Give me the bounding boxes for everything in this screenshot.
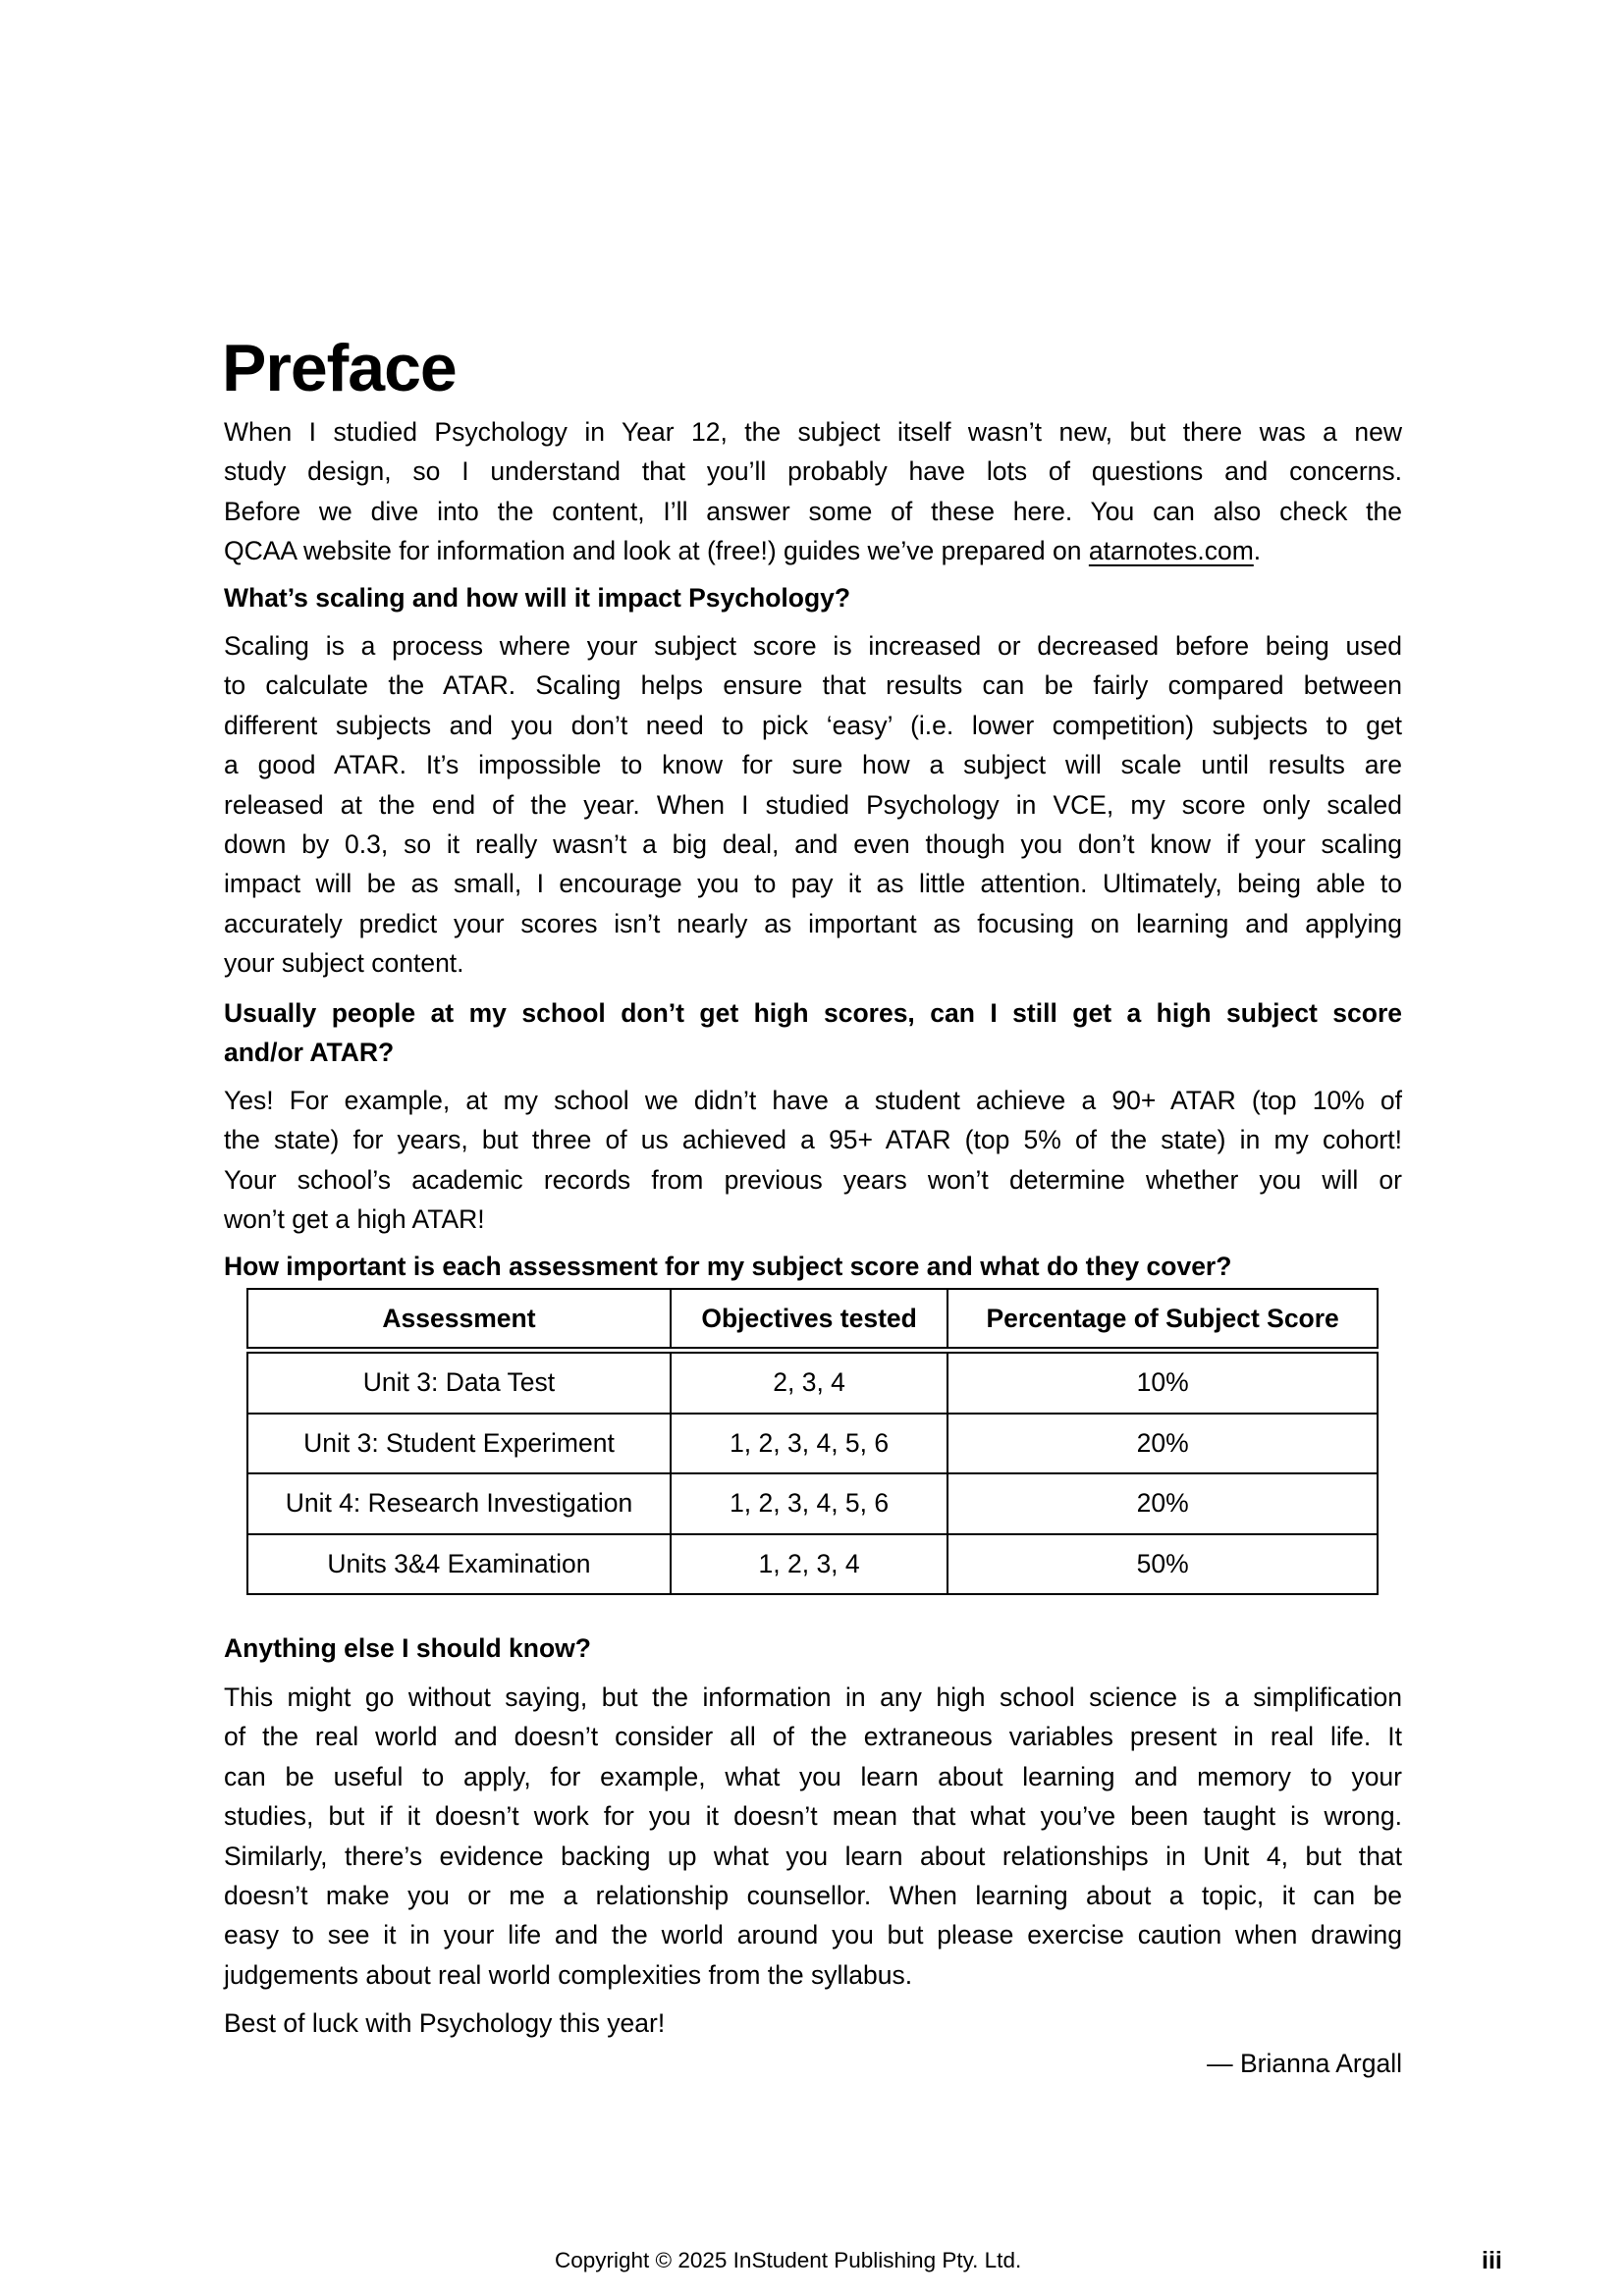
- text-line: of the real world and doesn’t consider all of the extraneous variables present in real life. It: [224, 1722, 1402, 1752]
- cell-percentage: 20%: [947, 1473, 1378, 1534]
- cell-percentage: 20%: [947, 1414, 1378, 1474]
- closing-paragraph: [224, 2003, 1402, 2043]
- cell-assessment: Units 3&4 Examination: [247, 1534, 671, 1595]
- cell-percentage: 50%: [947, 1534, 1378, 1595]
- page-title: Preface: [222, 331, 457, 405]
- table-row: [247, 1473, 1378, 1534]
- column-header-percentage: Percentage of Subject Score: [947, 1289, 1378, 1348]
- column-header-objectives: Objectives tested: [671, 1289, 947, 1348]
- text-line: released at the end of the year. When I studied Psychology in VCE, my score only scaled: [224, 789, 1402, 820]
- text-line: Similarly, there’s evidence backing up what you learn about relationships in Unit 4, but that: [224, 1841, 1402, 1871]
- text-line: Scaling is a process where your subject score is increased or decreased before being used: [224, 631, 1402, 661]
- anything-else-paragraph: [224, 1678, 1402, 1995]
- section-anything-else: [224, 1629, 1402, 1668]
- text-line: can be useful to apply, for example, what you learn about learning and memory to your: [224, 1761, 1402, 1791]
- assessment-table: [246, 1288, 1379, 1595]
- high-scores-paragraph: [224, 1081, 1402, 1240]
- section-heading: How important is each assessment for my subject score and what do they cover?: [224, 1252, 1232, 1281]
- text-line: your subject content.: [224, 948, 464, 979]
- cell-objectives: 1, 2, 3, 4: [671, 1534, 947, 1595]
- closing-line: Best of luck with Psychology this year!: [224, 2008, 666, 2038]
- section-heading: Anything else I should know?: [224, 1633, 591, 1663]
- text-line: impact will be as small, I encourage you to pay it as little attention. Ultimately, being able to: [224, 869, 1402, 899]
- section-heading: What’s scaling and how will it impact Psychology?: [224, 583, 851, 613]
- table-header-row: [247, 1289, 1378, 1348]
- section-high-scores: [224, 993, 1402, 1073]
- section-heading: and/or ATAR?: [224, 1038, 395, 1068]
- table-row: [247, 1353, 1378, 1414]
- text-fragment: .: [1253, 536, 1262, 566]
- text-line: [224, 531, 1402, 570]
- page-number: iii: [1482, 2247, 1502, 2274]
- atarnotes-link[interactable]: atarnotes.com: [1088, 536, 1254, 566]
- table-row: [247, 1534, 1378, 1595]
- text-line: study design, so I understand that you’ll probably have lots of questions and concerns.: [224, 456, 1402, 487]
- text-line: doesn’t make you or me a relationship counsellor. When learning about a topic, it can be: [224, 1880, 1402, 1910]
- intro-paragraph: [224, 412, 1402, 571]
- text-line: won’t get a high ATAR!: [224, 1204, 485, 1235]
- text-line: Your school’s academic records from previous years won’t determine whether you will or: [224, 1164, 1402, 1195]
- table-row: [247, 1414, 1378, 1474]
- scaling-paragraph: [224, 626, 1402, 984]
- text-line: accurately predict your scores isn’t nearly as important as focusing on learning and applying: [224, 908, 1402, 938]
- cell-objectives: 1, 2, 3, 4, 5, 6: [671, 1473, 947, 1534]
- section-assessments: [224, 1247, 1402, 1286]
- text-line: When I studied Psychology in Year 12, the subject itself wasn’t new, but there was a new: [224, 417, 1402, 447]
- copyright-notice: Copyright © 2025 InStudent Publishing Pty. Ltd.: [555, 2248, 1022, 2272]
- cell-objectives: 1, 2, 3, 4, 5, 6: [671, 1414, 947, 1474]
- text-line: This might go without saying, but the information in any high school science is a simplification: [224, 1682, 1402, 1712]
- column-header-assessment: Assessment: [247, 1289, 671, 1348]
- signature: — Brianna Argall: [1207, 2049, 1402, 2078]
- text-line: judgements about real world complexities from the syllabus.: [224, 1959, 913, 1990]
- cell-objectives: 2, 3, 4: [671, 1353, 947, 1414]
- text-line: the state) for years, but three of us achieved a 95+ ATAR (top 5% of the state) in my cohort!: [224, 1125, 1402, 1155]
- section-heading: Usually people at my school don’t get high scores, can I still get a high subject score: [224, 998, 1402, 1028]
- cell-assessment: Unit 3: Data Test: [247, 1353, 671, 1414]
- cell-assessment: Unit 3: Student Experiment: [247, 1414, 671, 1474]
- text-line: to calculate the ATAR. Scaling helps ensure that results can be fairly compared between: [224, 670, 1402, 701]
- text-line: a good ATAR. It’s impossible to know for sure how a subject will scale until results are: [224, 750, 1402, 780]
- signature-block: [224, 2044, 1402, 2083]
- text-fragment: QCAA website for information and look at (free!) guides we’ve prepared on: [224, 536, 1089, 566]
- text-line: easy to see it in your life and the world around you but please exercise caution when drawing: [224, 1920, 1402, 1950]
- text-line: different subjects and you don’t need to pick ‘easy’ (i.e. lower competition) subjects to get: [224, 710, 1402, 740]
- text-line: studies, but if it doesn’t work for you it doesn’t mean that what you’ve been taught is wrong.: [224, 1801, 1402, 1832]
- text-line: Yes! For example, at my school we didn’t have a student achieve a 90+ ATAR (top 10% of: [224, 1086, 1402, 1115]
- text-line: down by 0.3, so it really wasn’t a big deal, and even though you don’t know if your scaling: [224, 828, 1402, 859]
- section-scaling: [224, 578, 1402, 617]
- cell-percentage: 10%: [947, 1353, 1378, 1414]
- text-line: Before we dive into the content, I’ll answer some of these here. You can also check the: [224, 496, 1402, 526]
- cell-assessment: Unit 4: Research Investigation: [247, 1473, 671, 1534]
